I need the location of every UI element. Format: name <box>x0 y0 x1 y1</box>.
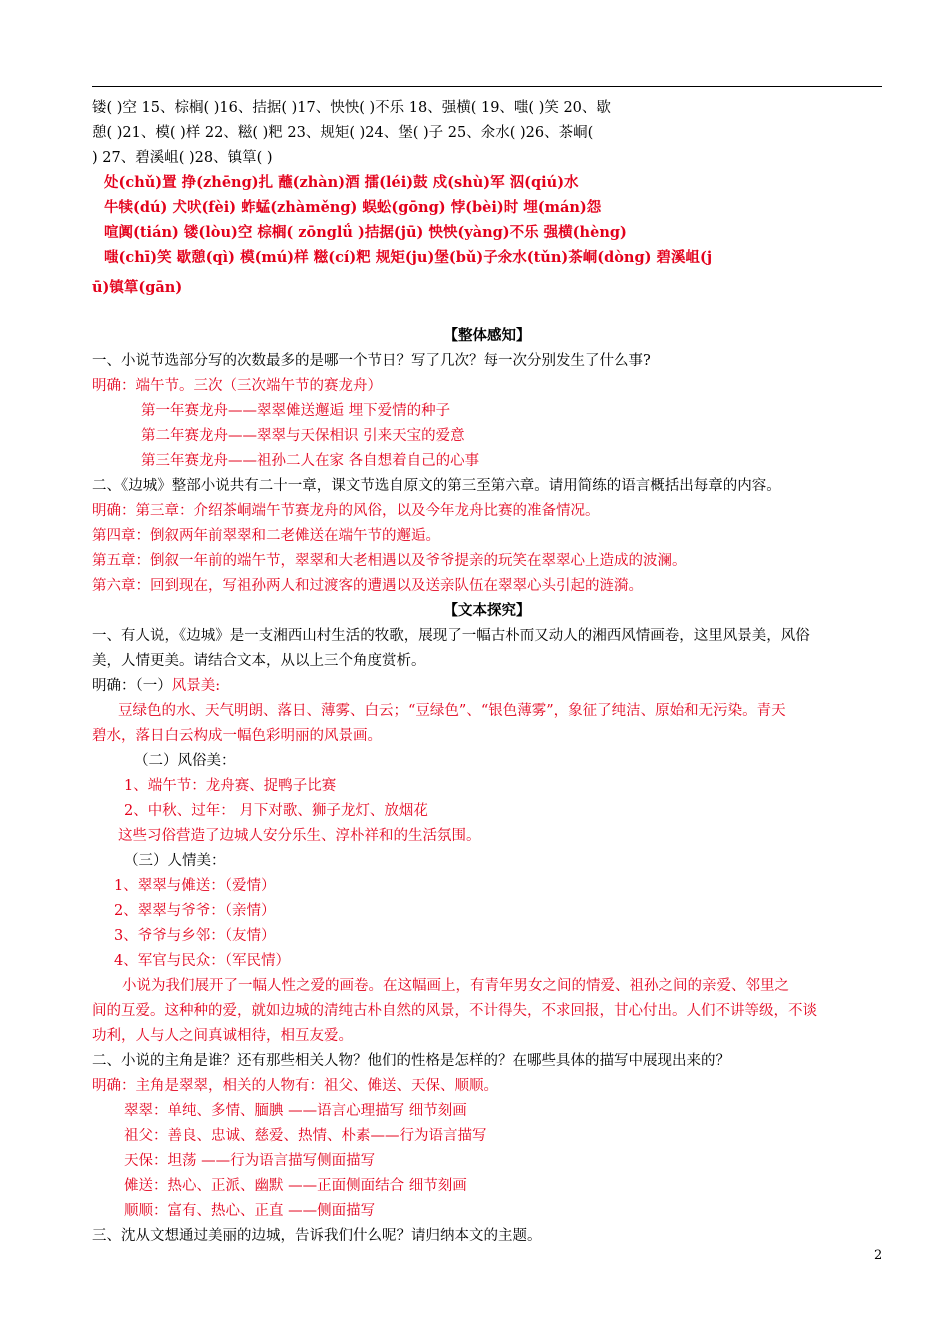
human-item: 2、翠翠与爷爷：（亲情） <box>114 903 276 919</box>
human-paragraph-line: 功利，人与人之间真诚相待，相互友爱。 <box>92 1028 353 1044</box>
vocab-blank-line: ) 27、碧溪岨( )28、镇筸( ) <box>92 150 273 166</box>
vocab-answer-line: 牛犊(dú) 犬吠(fèi) 蚱蜢(zhàměng) 蜈蚣(gōng) 悖(bèi)时 埋(mán)怨 <box>104 199 602 216</box>
custom-item: 2、中秋、过年： 月下对歌、狮子龙灯、放烟花 <box>124 803 428 819</box>
answer-2-item: 明确：第三章：介绍茶峒端午节赛龙舟的风俗，以及今年龙舟比赛的准备情况。 <box>92 503 600 519</box>
character-item: 顺顺：富有、热心、正直 ——侧面描写 <box>124 1203 376 1219</box>
question-3-line: 一、有人说，《边城》是一支湘西山村生活的牧歌，展现了一幅古朴而又动人的湘西风情画卷，这里风景美，风俗 <box>92 628 810 644</box>
scenery-beauty-heading: 风景美: <box>171 678 221 694</box>
scenery-paragraph-line: 碧水，落日白云构成一幅色彩明丽的风景画。 <box>92 728 382 744</box>
human-beauty-heading: （三）人情美： <box>124 853 226 869</box>
section-title-text-inquiry: 【文本探究】 <box>443 602 531 619</box>
vocab-answer-line: 喧阗(tián) 镂(lòu)空 棕榈( zōnglǘ )拮据(jū) 怏怏(yàng)不乐 强横(hèng) <box>104 224 627 241</box>
vocab-blank-line: 镂( )空 15、棕榈( )16、拮据( )17、怏怏( )不乐 18、强横( 19、嗤( )笑 20、歇 <box>92 100 611 116</box>
character-item: 天保：坦荡 ——行为语言描写侧面描写 <box>124 1153 376 1169</box>
custom-item: 1、端午节：龙舟赛、捉鸭子比赛 <box>124 778 337 794</box>
answer-1-item: 第三年赛龙舟——祖孙二人在家 各自想着自己的心事 <box>141 453 480 469</box>
answer-2-item: 第四章：倒叙两年前翠翠和二老傩送在端午节的邂逅。 <box>92 528 440 544</box>
custom-beauty-heading: （二）风俗美： <box>134 753 236 769</box>
answer-label: 明确：（一） <box>92 678 172 694</box>
character-item: 傩送：热心、正派、幽默 ——正面侧面结合 细节刻画 <box>124 1178 467 1194</box>
vocab-blank-line: 憩( )21、模( )样 22、糍( )粑 23、规矩( )24、堡( )子 25、氽水( )26、茶峒( <box>92 125 594 141</box>
character-item: 翠翠：单纯、多情、腼腆 ——语言心理描写 细节刻画 <box>124 1103 467 1119</box>
human-paragraph-line: 小说为我们展开了一幅人性之爱的画卷。在这幅画上，有青年男女之间的情爱、祖孙之间的亲爱、邻里之 <box>122 978 789 994</box>
character-item: 祖父：善良、忠诚、慈爱、热情、朴素——行为语言描写 <box>124 1128 487 1144</box>
vocab-answer-line: 处(chǔ)置 挣(zhēng)扎 蘸(zhàn)酒 擂(léi)鼓 戍(shù)军 泅(qiú)水 <box>104 174 579 191</box>
answer-1-item: 第二年赛龙舟——翠翠与天保相识 引来天宝的爱意 <box>141 428 465 444</box>
page-number: 2 <box>874 1248 883 1263</box>
question-1: 一、小说节选部分写的次数最多的是哪一个节日？写了几次？每一次分别发生了什么事? <box>92 353 651 369</box>
human-item: 3、爷爷与乡邻：（友情） <box>114 928 276 944</box>
scenery-paragraph-line: 豆绿色的水、天气明朗、落日、薄雾、白云；“豆绿色”、“银色薄雾”，象征了纯洁、原始和无污染。青天 <box>118 703 786 719</box>
question-2: 二、《边城》整部小说共有二十一章，课文节选自原文的第三至第六章。请用简练的语言概括出每章的内容。 <box>92 478 781 494</box>
answer-1-intro: 明确：端午节。三次（三次端午节的赛龙舟） <box>92 378 382 394</box>
header-rule <box>92 86 882 87</box>
human-item: 4、军官与民众：（军民情） <box>114 953 290 969</box>
vocab-answer-line: 嗤(chī)笑 歇憩(qì) 模(mú)样 糍(cí)粑 规矩(ju)堡(bǔ)子氽水(tǔn)茶峒(dòng) 碧溪岨(j <box>104 249 713 266</box>
answer-4-intro: 明确：主角是翠翠，相关的人物有：祖父、傩送、天保、顺顺。 <box>92 1078 498 1094</box>
answer-2-item: 第五章：倒叙一年前的端午节，翠翠和大老相遇以及爷爷提亲的玩笑在翠翠心上造成的波澜。 <box>92 553 687 569</box>
answer-2-item: 第六章：回到现在，写祖孙两人和过渡客的遭遇以及送亲队伍在翠翠心头引起的涟漪。 <box>92 578 643 594</box>
answer-1-item: 第一年赛龙舟——翠翠傩送邂逅 埋下爱情的种子 <box>141 403 451 419</box>
answer-3-heading <box>92 676 220 696</box>
human-item: 1、翠翠与傩送：（爱情） <box>114 878 276 894</box>
custom-note: 这些习俗营造了边城人安分乐生、淳朴祥和的生活氛围。 <box>118 828 481 844</box>
human-paragraph-line: 间的互爱。这种种的爱，就如边城的清纯古朴自然的风景，不计得失，不求回报，甘心付出。人们不讲等级，不谈 <box>92 1003 817 1019</box>
question-5: 三、沈从文想通过美丽的边城，告诉我们什么呢？请归纳本文的主题。 <box>92 1228 542 1244</box>
vocab-answer-line: ū)镇筸(gān) <box>92 279 183 296</box>
question-3-line: 美，人情更美。请结合文本，从以上三个角度赏析。 <box>92 653 426 669</box>
section-title-overall: 【整体感知】 <box>443 327 531 344</box>
question-4: 二、小说的主角是谁？还有那些相关人物？他们的性格是怎样的？在哪些具体的描写中展现出来的？ <box>92 1053 730 1069</box>
